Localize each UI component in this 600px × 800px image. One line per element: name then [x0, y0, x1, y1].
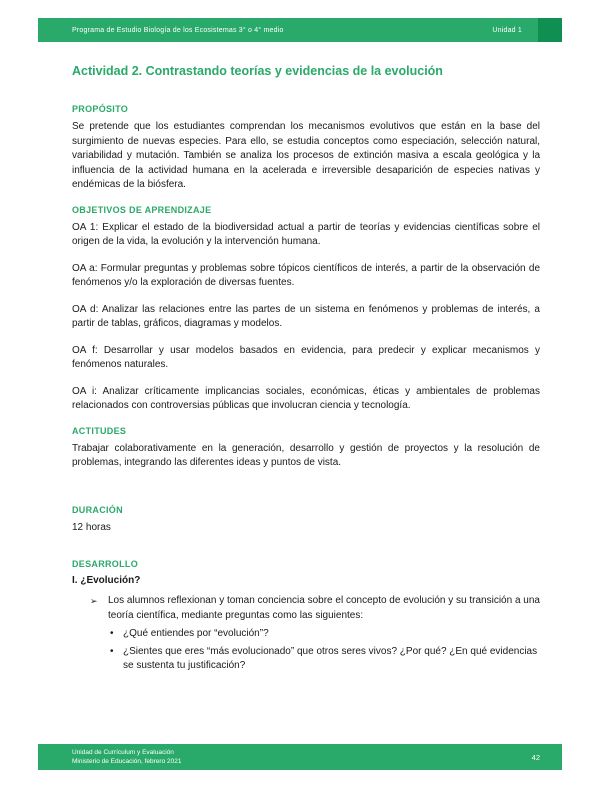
- dot-bullet-icon: •: [110, 628, 114, 639]
- dot-bullet-icon: •: [110, 645, 114, 657]
- footer-credits: [72, 748, 181, 767]
- footer-line1: Unidad de Currículum y Evaluación: [72, 748, 174, 756]
- section-desarrollo: [72, 559, 540, 674]
- document-body: [72, 64, 540, 684]
- objetivos-heading: OBJETIVOS DE APRENDIZAJE: [72, 204, 212, 215]
- page-header-bar: [38, 18, 562, 42]
- page-number: 42: [531, 752, 540, 762]
- bullet-text: ¿Qué entiendes por “evolución”?: [123, 628, 269, 639]
- duracion-heading: DURACIÓN: [72, 504, 123, 515]
- objetivo-oa-d: OA d: Analizar las relaciones entre las partes de un sistema en fenómenos y problemas de interés, a partir de tablas, gráficos, diagramas y modelos.: [72, 303, 540, 329]
- objetivo-oa-a: OA a: Formular preguntas y problemas sobre tópicos científicos de interés, a partir de la observación de fenómenos y/o la exploración de diversas fuentes.: [72, 262, 540, 288]
- desarrollo-bullet-list: [110, 627, 540, 674]
- section-duracion: [72, 505, 540, 536]
- footer-line2: Ministerio de Educación, febrero 2021: [72, 758, 182, 765]
- actitudes-paragraph: Trabajar colaborativamente en la generación, desarrollo y gestión de proyectos y la resolución de problemas, integrando las diferentes ideas y puntos de vista.: [72, 442, 540, 468]
- proposito-heading: PROPÓSITO: [72, 104, 129, 114]
- arrow-bullet-icon: ➢: [90, 596, 98, 606]
- duracion-value: 12 horas: [72, 521, 111, 533]
- page-footer-bar: [38, 744, 562, 770]
- section-proposito: [72, 104, 540, 193]
- arrow-item-text: Los alumnos reflexionan y toman conciencia sobre el concepto de evolución y su transición a una teoría científica, mediante preguntas como las siguientes:: [108, 595, 540, 621]
- desarrollo-heading: DESARROLLO: [72, 559, 138, 569]
- actitudes-heading: ACTITUDES: [72, 425, 127, 436]
- objetivo-oa-f: OA f: Desarrollar y usar modelos basados en evidencia, para predecir y explicar mecanismos y fenómenos naturales.: [72, 344, 540, 370]
- objetivo-oa-i: OA i: Analizar críticamente implicancias sociales, económicas, éticas y ambientales de problemas relacionados con controversias públicas que involucran ciencia y tecnología.: [72, 385, 540, 411]
- activity-title: Actividad 2. Contrastando teorías y evidencias de la evolución: [72, 64, 443, 78]
- header-accent-square: [538, 18, 562, 42]
- desarrollo-subtitle: I. ¿Evolución?: [72, 575, 141, 586]
- section-actitudes: [72, 426, 540, 471]
- bullet-text: ¿Sientes que eres “más evolucionado” que otros seres vivos? ¿Por qué? ¿En qué evidencias se sustenta tu justificación?: [123, 645, 538, 671]
- desarrollo-arrow-item: [90, 594, 540, 623]
- proposito-paragraph: Se pretende que los estudiantes comprendan los mecanismos evolutivos que están en la base del surgimiento de nuevas especies. Para ello, se estudia conceptos como especiación, selección natural, variabilidad y mutación. También se analiza los procesos de extinción masiva a escala geológica y la influencia de la actividad humana en la acelerada e irreversible desaparición de especies nativas y endémicas de la biósfera.: [72, 121, 540, 190]
- section-objetivos: [72, 205, 540, 414]
- list-item: [110, 645, 540, 674]
- objetivo-oa1: OA 1: Explicar el estado de la biodiversidad actual a partir de teorías y evidencias científicas sobre el origen de la vida, la evolución y la intervención humana.: [72, 221, 540, 247]
- list-item: [110, 627, 540, 642]
- header-unit-label: Unidad 1: [492, 26, 522, 34]
- header-program-title: Programa de Estudio Biología de los Ecosistemas 3° o 4° medio: [72, 26, 284, 34]
